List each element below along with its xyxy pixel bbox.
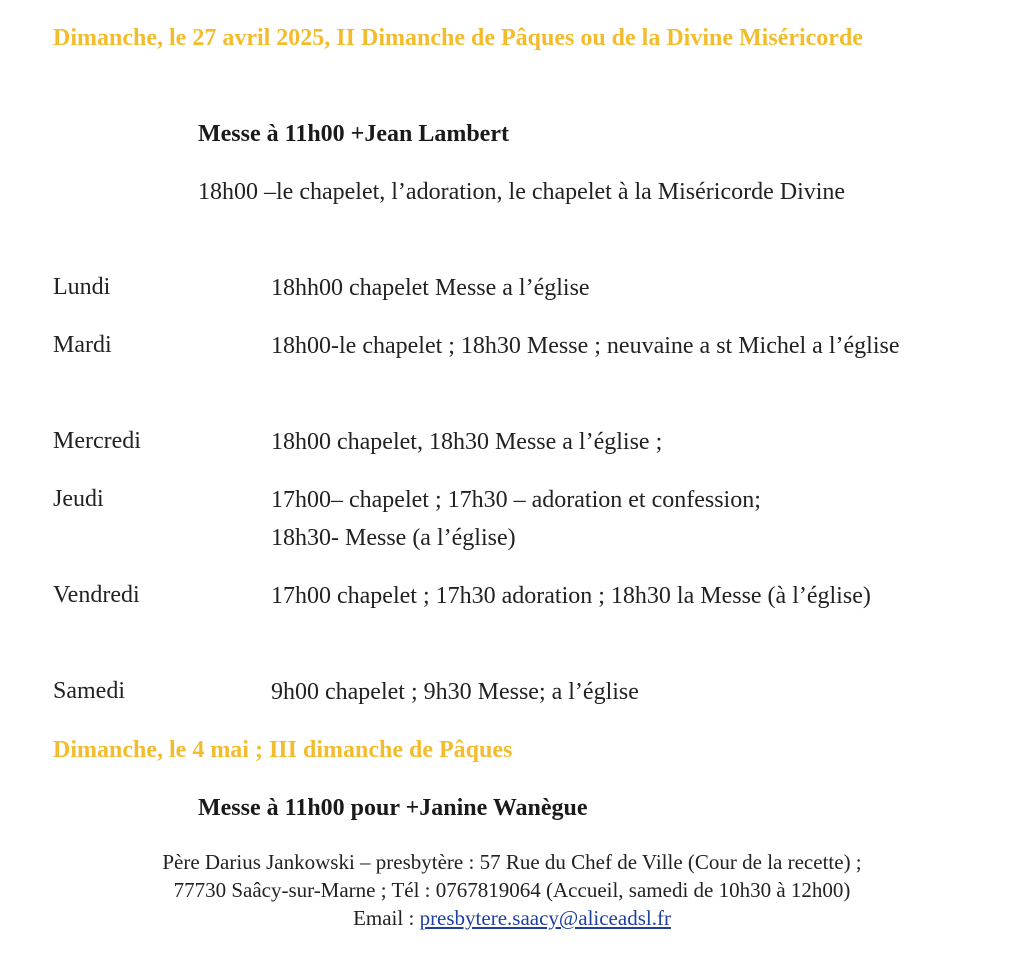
email-link[interactable]: presbytere.saacy@aliceadsl.fr xyxy=(419,906,671,930)
footer-address-line: Père Darius Jankowski – presbytère : 57 Rue du Chef de Ville (Cour de la recette) ; xyxy=(162,850,862,874)
next-sunday-heading: Dimanche, le 4 mai ; III dimanche de Pâques xyxy=(53,737,513,763)
footer-phone-line: 77730 Saâcy-sur-Marne ; Tél : 0767819064 (Accueil, samedi de 10h30 à 12h00) xyxy=(173,878,851,902)
day-label-friday: Vendredi xyxy=(53,582,140,608)
footer-email-line xyxy=(0,904,1024,932)
schedule-saturday: 9h00 chapelet ; 9h30 Messe; a l’église xyxy=(271,679,639,705)
schedule-wednesday: 18h00 chapelet, 18h30 Messe a l’église ; xyxy=(271,429,663,455)
sunday-evening-schedule: 18h00 –le chapelet, l’adoration, le chapelet à la Miséricorde Divine xyxy=(198,179,846,205)
day-label-saturday: Samedi xyxy=(53,678,125,704)
schedule-monday: 18hh00 chapelet Messe a l’église xyxy=(271,275,590,301)
email-label: Email : xyxy=(353,906,420,930)
schedule-thursday-line1: 17h00– chapelet ; 17h30 – adoration et confession; xyxy=(271,487,761,513)
sunday-heading: Dimanche, le 27 avril 2025, II Dimanche de Pâques ou de la Divine Miséricorde xyxy=(53,25,863,51)
day-label-monday: Lundi xyxy=(53,274,111,300)
schedule-tuesday: 18h00-le chapelet ; 18h30 Messe ; neuvaine a st Michel a l’église xyxy=(271,333,900,359)
next-sunday-mass: Messe à 11h00 pour +Janine Wanègue xyxy=(198,795,588,821)
day-label-tuesday: Mardi xyxy=(53,332,112,358)
sunday-mass: Messe à 11h00 +Jean Lambert xyxy=(198,121,509,147)
contact-footer xyxy=(0,848,1024,932)
schedule-thursday-line2: 18h30- Messe (a l’église) xyxy=(271,525,516,551)
day-label-wednesday: Mercredi xyxy=(53,428,141,454)
schedule-friday: 17h00 chapelet ; 17h30 adoration ; 18h30 la Messe (à l’église) xyxy=(271,583,871,609)
day-label-thursday: Jeudi xyxy=(53,486,104,512)
